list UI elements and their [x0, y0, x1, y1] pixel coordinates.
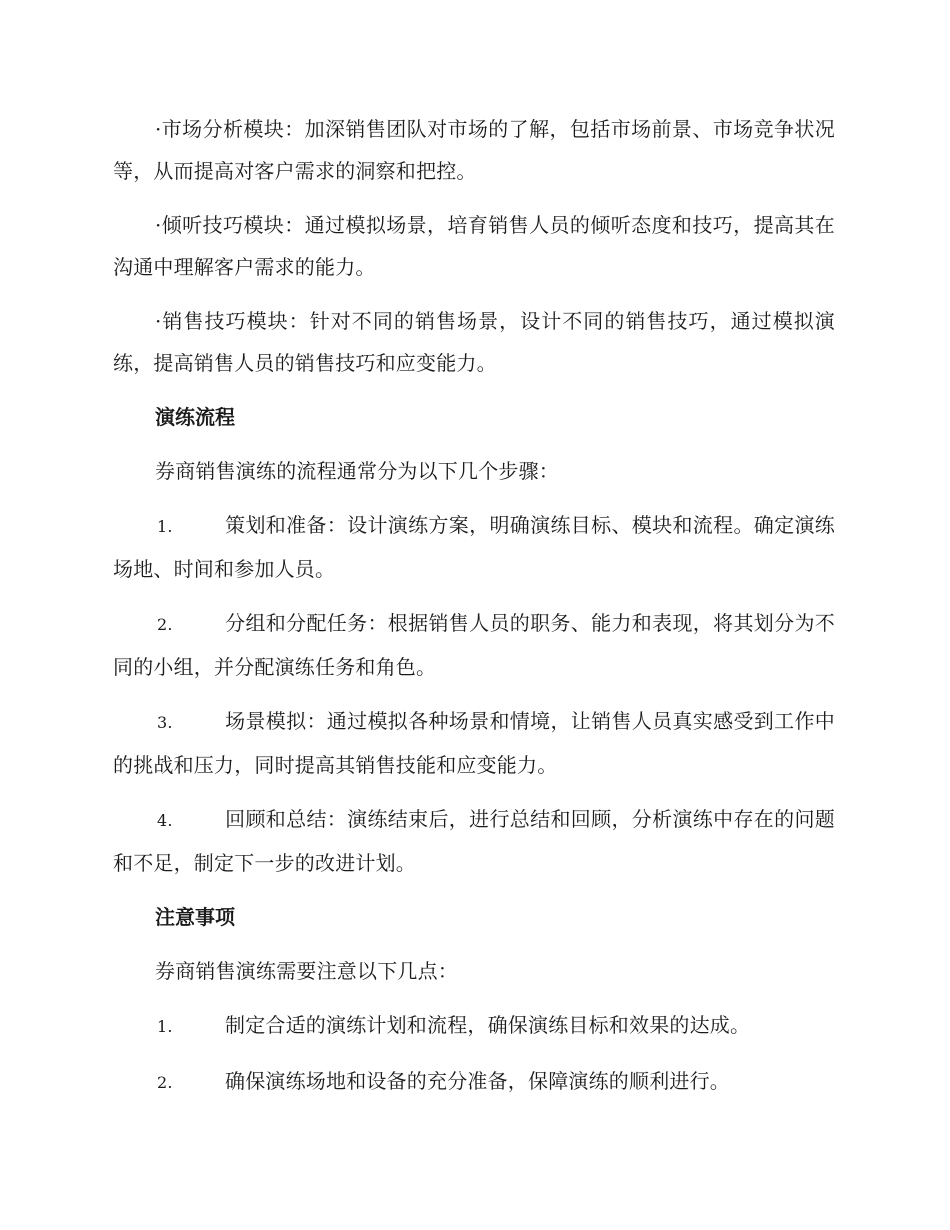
module-market-analysis: ·市场分析模块：加深销售团队对市场的了解，包括市场前景、市场竞争状况等，从而提高对客户需求的洞察和把控。	[113, 117, 835, 183]
process-step-4	[113, 798, 835, 884]
note-number: 2.	[157, 1073, 173, 1092]
module-listening-skills: ·倾听技巧模块：通过模拟场景，培育销售人员的倾听态度和技巧，提高其在沟通中理解客户需求的能力。	[113, 213, 835, 279]
step-number: 1.	[157, 517, 173, 536]
document-page	[113, 108, 835, 1116]
step-text: 策划和准备：设计演练方案，明确演练目标、模块和流程。确定演练场地、时间和参加人员。	[113, 513, 835, 581]
process-step-3	[113, 700, 835, 786]
process-intro: 券商销售演练的流程通常分为以下几个步骤：	[155, 459, 559, 483]
note-item-1	[113, 1004, 835, 1048]
process-step-1	[113, 504, 835, 590]
step-number: 3.	[157, 713, 173, 732]
step-number: 4.	[157, 811, 173, 830]
section-heading-notes: 注意事项	[155, 905, 235, 929]
section-heading-process: 演练流程	[155, 405, 235, 429]
step-number: 2.	[157, 615, 173, 634]
step-text: 回顾和总结：演练结束后，进行总结和回顾，分析演练中存在的问题和不足，制定下一步的改进计划。	[113, 807, 835, 875]
process-step-2	[113, 602, 835, 688]
step-text: 分组和分配任务：根据销售人员的职务、能力和表现，将其划分为不同的小组，并分配演练任务和角色。	[113, 611, 835, 679]
module-sales-skills: ·销售技巧模块：针对不同的销售场景，设计不同的销售技巧，通过模拟演练，提高销售人员的销售技巧和应变能力。	[113, 309, 835, 375]
note-number: 1.	[157, 1017, 173, 1036]
note-text: 确保演练场地和设备的充分准备，保障演练的顺利进行。	[225, 1069, 730, 1093]
note-item-2	[113, 1060, 835, 1104]
note-text: 制定合适的演练计划和流程，确保演练目标和效果的达成。	[225, 1013, 751, 1037]
step-text: 场景模拟：通过模拟各种场景和情境，让销售人员真实感受到工作中的挑战和压力，同时提高其销售技能和应变能力。	[113, 709, 835, 777]
notes-intro: 券商销售演练需要注意以下几点：	[155, 959, 458, 983]
